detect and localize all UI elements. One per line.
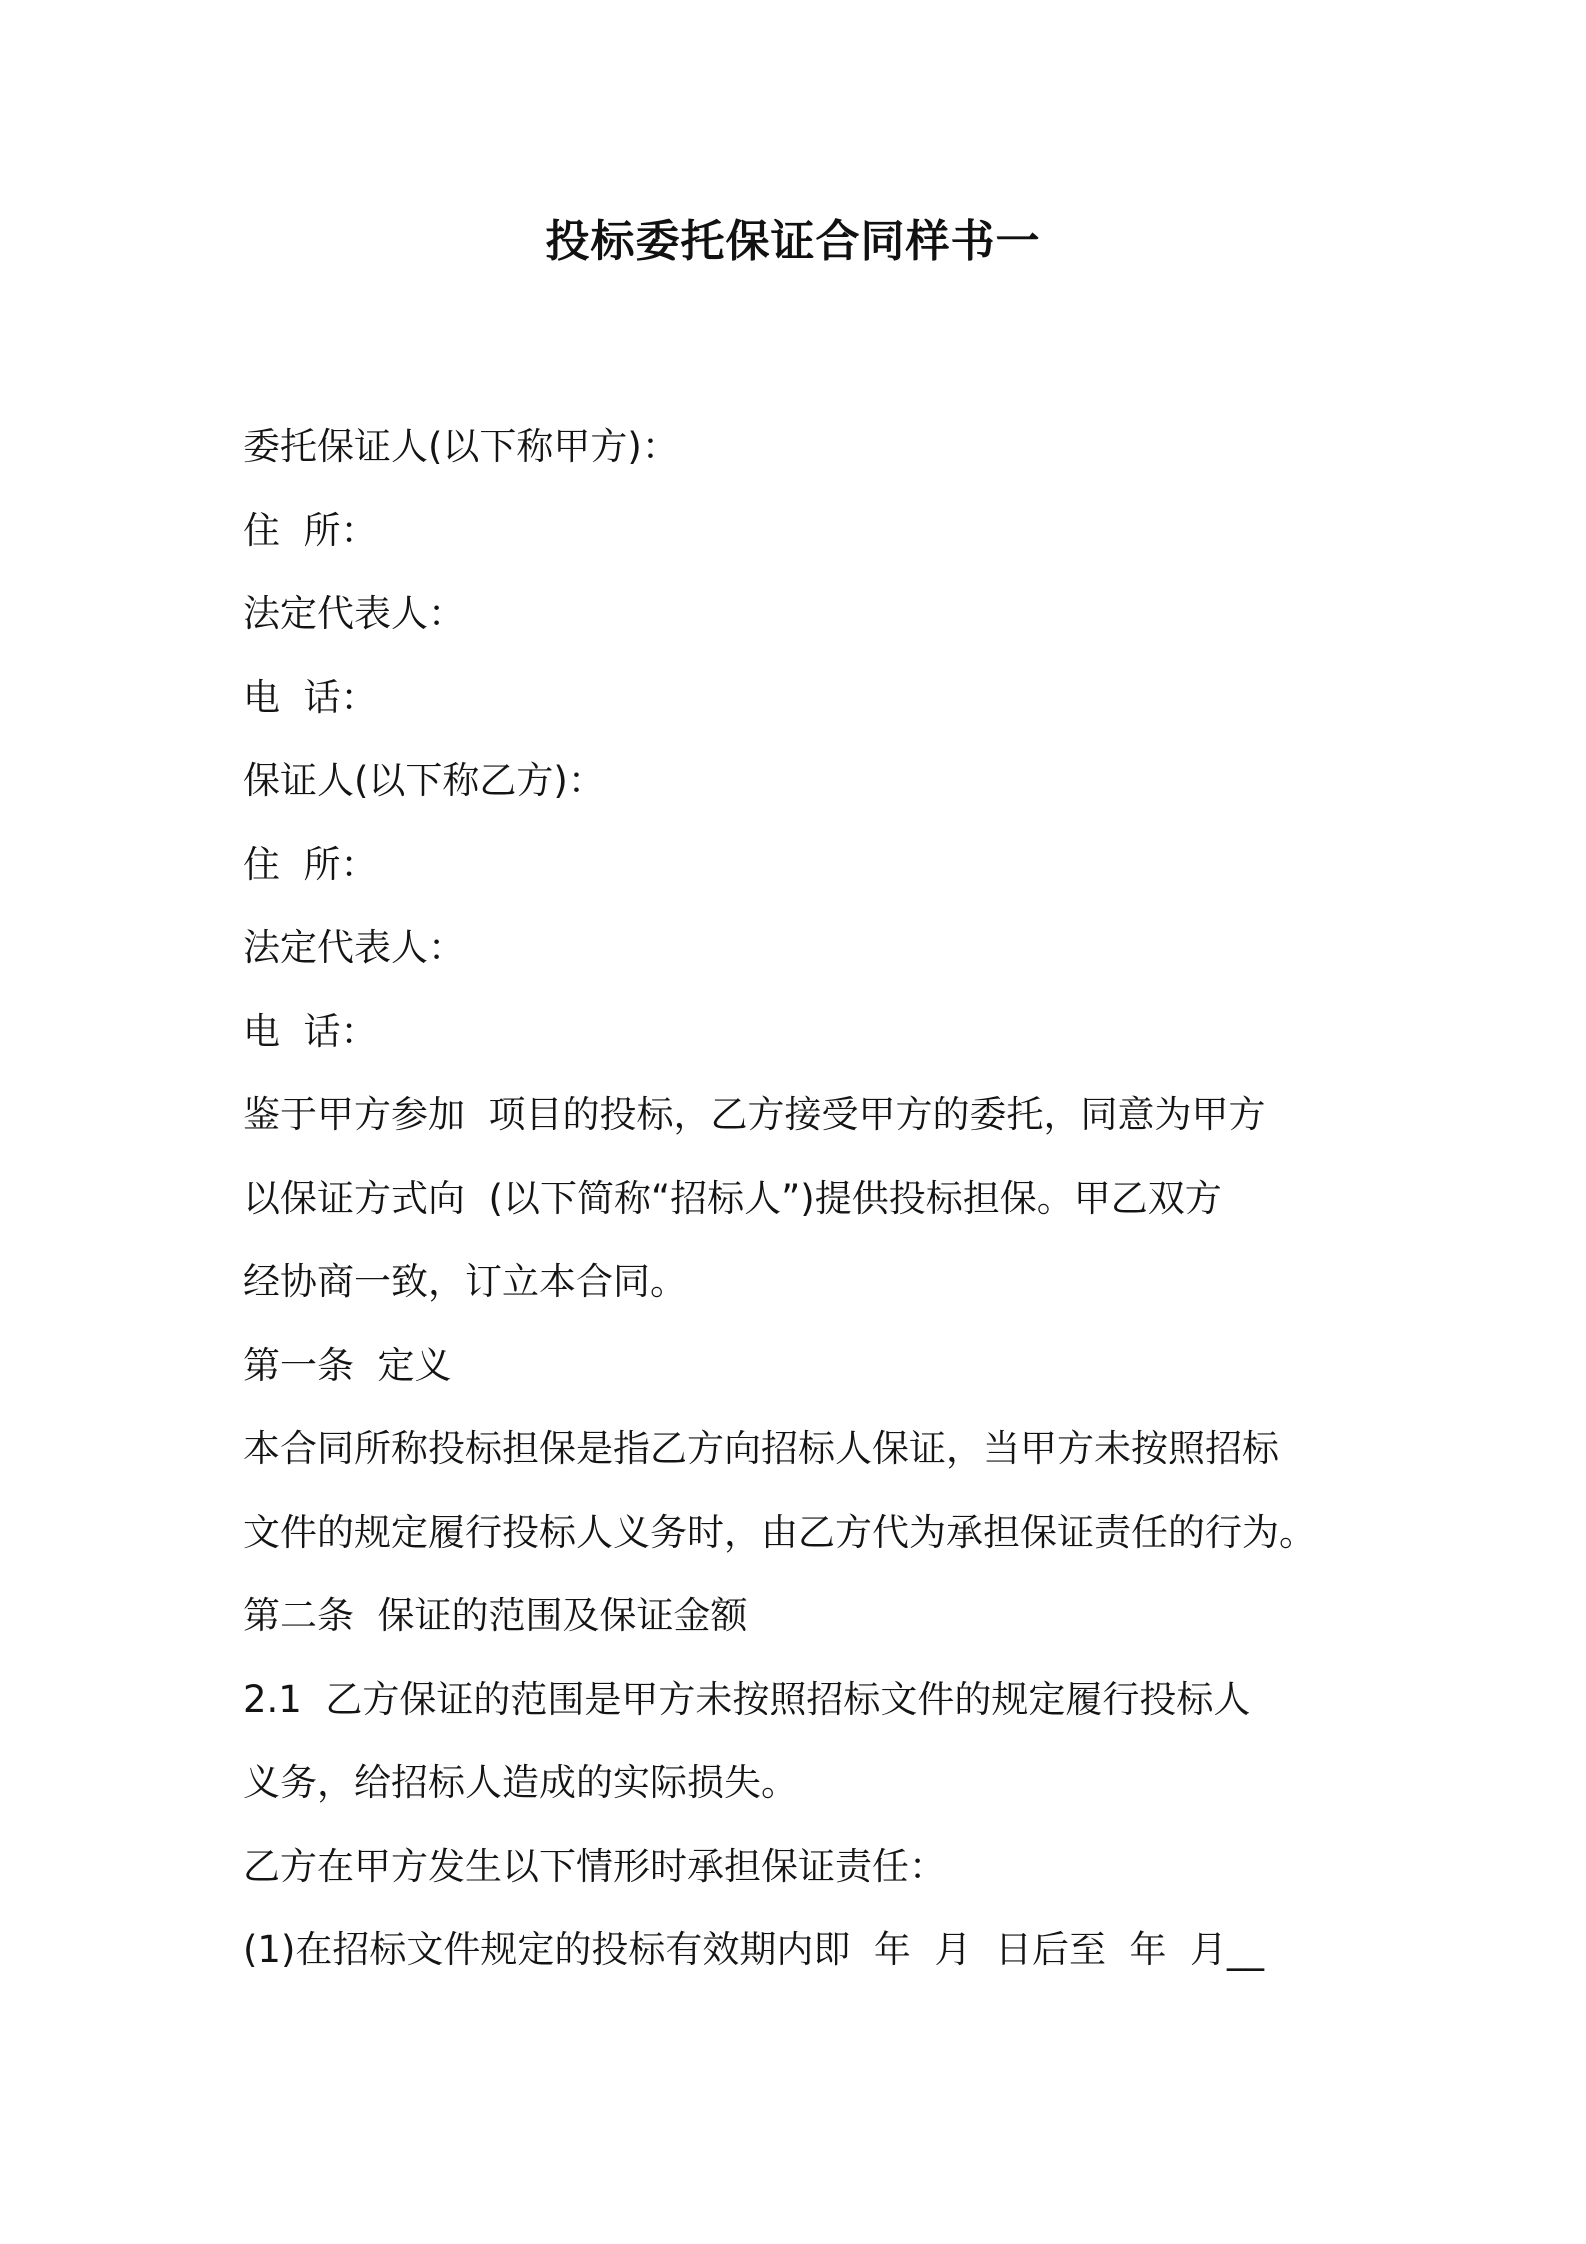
document-title: 投标委托保证合同样书一 xyxy=(545,216,1041,267)
preamble-line: 鉴于甲方参加 项目的投标，乙方接受甲方的委托，同意为甲方 xyxy=(243,1093,1266,1136)
guarantor-address-line: 住 所： xyxy=(243,842,378,886)
paragraph-line: 乙方在甲方发生以下情形时承担保证责任： xyxy=(243,1844,946,1888)
client-address-line: 住 所： xyxy=(243,508,378,552)
guarantor-party-line: 保证人(以下称乙方)： xyxy=(243,759,605,802)
client-phone-line: 电 话： xyxy=(243,675,378,719)
preamble-line: 以保证方式向 (以下简称“招标人”)提供投标担保。甲乙双方 xyxy=(243,1176,1222,1220)
client-legal-rep-line: 法定代表人： xyxy=(243,592,465,635)
paragraph-line: 义务，给招标人造成的实际损失。 xyxy=(243,1761,798,1804)
guarantor-phone-line: 电 话： xyxy=(243,1009,378,1053)
article-heading: 第一条 定义 xyxy=(243,1343,452,1387)
paragraph-line: (1)在招标文件规定的投标有效期内即 年 月 日后至 年 月__ xyxy=(243,1928,1265,1971)
guarantor-legal-rep-line: 法定代表人： xyxy=(243,926,465,969)
paragraph-line: 2.1 乙方保证的范围是甲方未按照招标文件的规定履行投标人 xyxy=(243,1677,1251,1721)
document-body xyxy=(243,405,1373,1992)
preamble-line: 经协商一致，订立本合同。 xyxy=(243,1260,687,1303)
article-heading: 第二条 保证的范围及保证金额 xyxy=(243,1594,748,1637)
client-party-line: 委托保证人(以下称甲方)： xyxy=(243,425,679,468)
paragraph-line: 文件的规定履行投标人义务时，由乙方代为承担保证责任的行为。 xyxy=(243,1510,1316,1554)
paragraph-line: 本合同所称投标担保是指乙方向招标人保证，当甲方未按照招标 xyxy=(243,1427,1279,1470)
